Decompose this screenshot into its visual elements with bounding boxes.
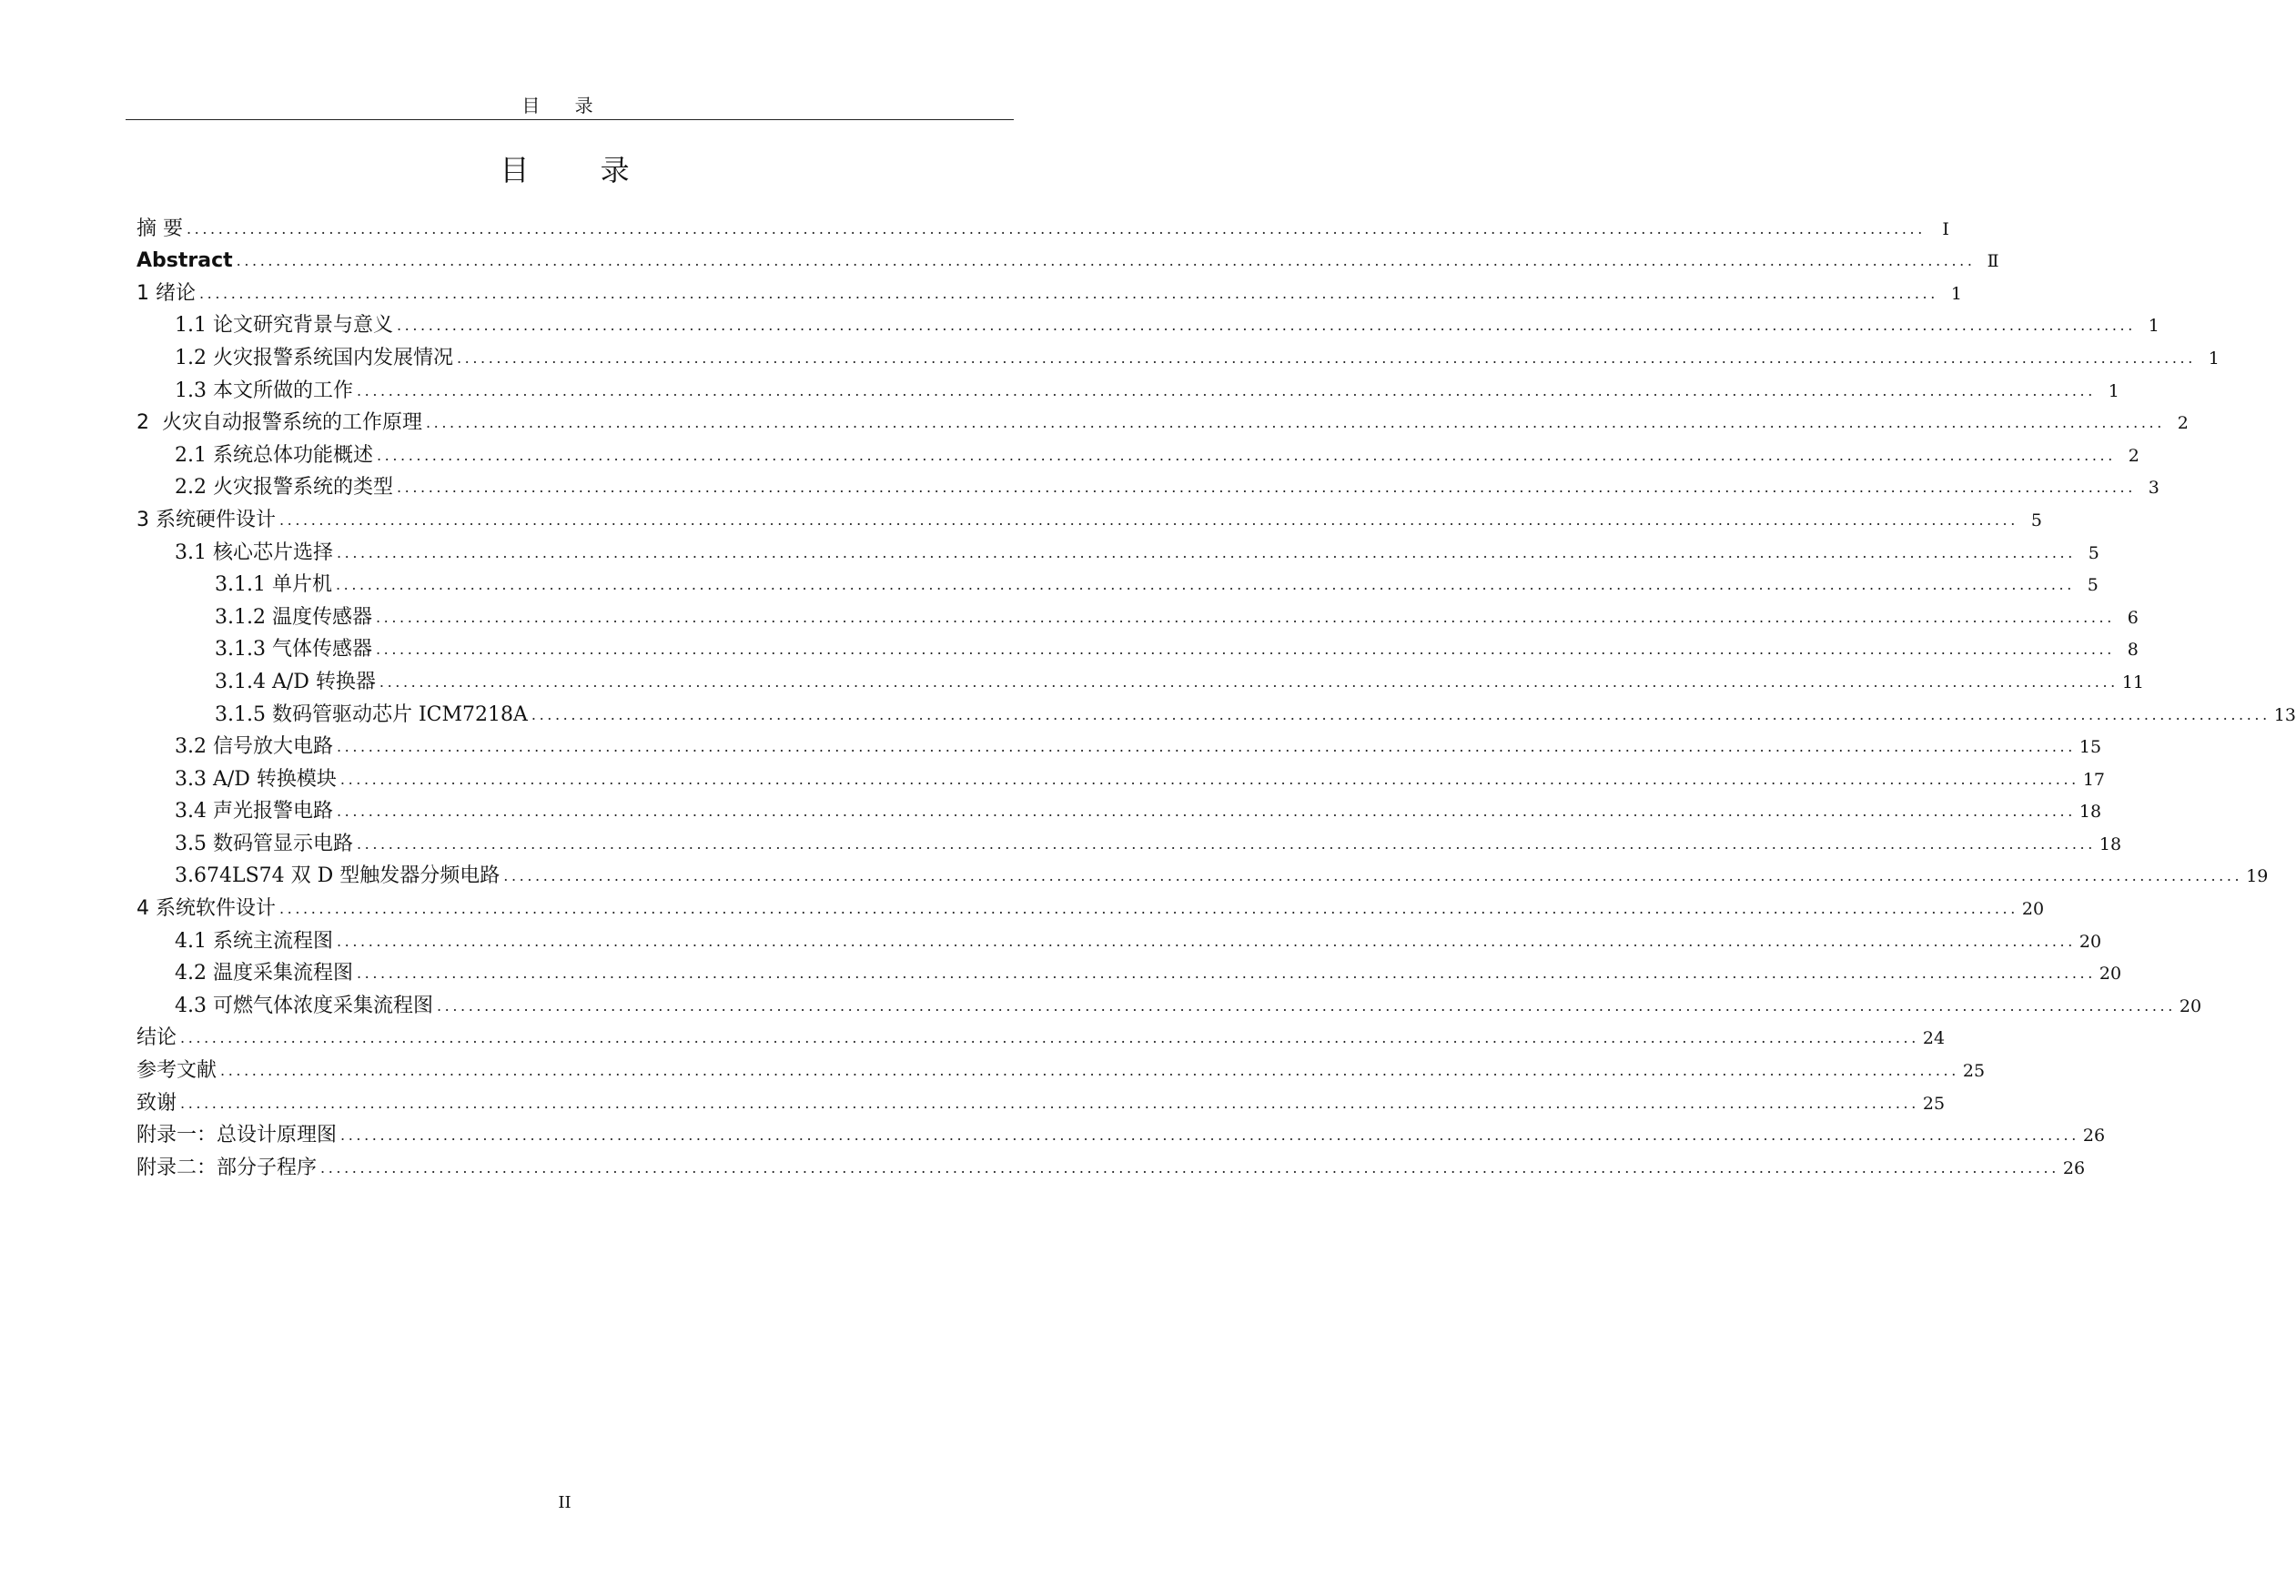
toc-leader-dots: ............................................................................................................................................................................................................................ xyxy=(456,348,2196,367)
toc-entry[interactable] xyxy=(137,469,2159,501)
toc-entry-page: 20 xyxy=(2179,995,2202,1016)
running-header: 目 录 xyxy=(521,95,608,116)
toc-leader-dots: ............................................................................................................................................................................................................................ xyxy=(279,510,2018,529)
toc-leader-dots: ............................................................................................................................................................................................................................ xyxy=(199,284,1938,302)
toc-entry[interactable] xyxy=(137,986,2202,1019)
toc-entry-label: 3.1.3 气体传感器 xyxy=(215,638,372,662)
toc-entry[interactable] xyxy=(137,533,2099,566)
toc-entry-label: 3.5 数码管显示电路 xyxy=(175,832,353,855)
toc-entry-label: 3.1.5 数码管驱动芯片 ICM7218A xyxy=(215,702,528,726)
table-of-contents xyxy=(137,209,2296,1181)
toc-entry[interactable] xyxy=(137,307,2159,339)
toc-leader-dots: ............................................................................................................................................................................................................................ xyxy=(503,867,2243,885)
toc-entry-page: 20 xyxy=(2021,899,2045,920)
toc-entry-page: 20 xyxy=(2099,964,2122,985)
toc-entry-page: 26 xyxy=(2062,1157,2086,1178)
toc-leader-dots: ............................................................................................................................................................................................................................ xyxy=(335,576,2075,594)
toc-leader-dots: ............................................................................................................................................................................................................................ xyxy=(180,1029,1919,1047)
toc-entry-page: 11 xyxy=(2121,672,2144,692)
header-rule xyxy=(126,119,1014,120)
toc-entry[interactable] xyxy=(137,695,2296,728)
toc-entry-page: 5 xyxy=(2030,510,2042,530)
toc-entry-page: 18 xyxy=(2099,833,2122,854)
toc-leader-dots: ............................................................................................................................................................................................................................ xyxy=(436,996,2176,1015)
toc-entry[interactable] xyxy=(137,728,2102,761)
toc-entry-page: 13 xyxy=(2273,704,2296,725)
toc-entry[interactable] xyxy=(137,889,2045,922)
toc-entry-page: 19 xyxy=(2246,866,2269,887)
toc-leader-dots: ............................................................................................................................................................................................................................ xyxy=(356,965,2096,983)
toc-entry-page: 3 xyxy=(2148,478,2159,499)
toc-entry-page: 26 xyxy=(2082,1126,2106,1146)
toc-entry-label: 3.3 A/D 转换模块 xyxy=(175,767,337,791)
toc-entry[interactable] xyxy=(137,1019,1946,1052)
toc-leader-dots: ............................................................................................................................................................................................................................ xyxy=(396,479,2136,497)
toc-leader-dots: ............................................................................................................................................................................................................................ xyxy=(180,1094,1919,1112)
toc-entry-label: 2 火灾自动报警系统的工作原理 xyxy=(137,411,422,435)
toc-leader-dots: ............................................................................................................................................................................................................................ xyxy=(220,1062,1959,1080)
toc-entry[interactable] xyxy=(137,274,1962,307)
toc-leader-dots: ............................................................................................................................................................................................................................ xyxy=(336,738,2076,756)
toc-leader-dots: ............................................................................................................................................................................................................................ xyxy=(187,219,1926,237)
toc-entry-page: 2 xyxy=(2128,445,2139,466)
toc-leader-dots: ............................................................................................................................................................................................................................ xyxy=(339,770,2079,788)
toc-entry-label: 摘 要 xyxy=(137,217,183,240)
toc-entry[interactable] xyxy=(137,404,2189,437)
toc-entry-page: 25 xyxy=(1922,1093,1946,1114)
toc-entry[interactable] xyxy=(137,500,2042,533)
toc-entry-page: Ⅱ xyxy=(1987,251,1999,272)
toc-leader-dots: ............................................................................................................................................................................................................................ xyxy=(356,834,2096,853)
toc-leader-dots: ............................................................................................................................................................................................................................ xyxy=(336,803,2076,821)
toc-leader-dots: ............................................................................................................................................................................................................................ xyxy=(356,381,2096,399)
toc-entry-label: 4.1 系统主流程图 xyxy=(175,929,333,953)
toc-entry-label: 结论 xyxy=(137,1026,177,1050)
toc-entry-label: 4.2 温度采集流程图 xyxy=(175,962,353,985)
toc-entry[interactable] xyxy=(137,1116,2106,1149)
toc-entry-label: 3.1.4 A/D 转换器 xyxy=(215,670,376,693)
toc-entry-label: 3.1.2 温度传感器 xyxy=(215,605,372,629)
toc-entry-page: 24 xyxy=(1922,1028,1946,1049)
toc-entry-label: 4 系统软件设计 xyxy=(137,897,276,921)
toc-entry[interactable] xyxy=(137,955,2122,987)
toc-entry-label: 参考文献 xyxy=(137,1059,217,1083)
toc-entry-page: 1 xyxy=(2208,348,2220,369)
toc-entry[interactable] xyxy=(137,1084,1946,1116)
toc-leader-dots: ............................................................................................................................................................................................................................ xyxy=(375,608,2115,626)
toc-entry-label: 1.2 火灾报警系统国内发展情况 xyxy=(175,346,453,369)
toc-entry-page: 5 xyxy=(2088,542,2099,563)
toc-entry-page: 8 xyxy=(2127,640,2139,661)
toc-leader-dots: ............................................................................................................................................................................................................................ xyxy=(336,543,2076,561)
toc-entry-page: 1 xyxy=(1950,283,1962,304)
toc-entry-page: 25 xyxy=(1962,1061,1986,1082)
toc-entry-page: Ⅰ xyxy=(1942,218,1949,239)
toc-leader-dots: ............................................................................................................................................................................................................................ xyxy=(425,414,2165,432)
toc-entry[interactable] xyxy=(137,1051,1986,1084)
toc-leader-dots: ............................................................................................................................................................................................................................ xyxy=(396,317,2136,335)
toc-entry-label: 1.3 本文所做的工作 xyxy=(175,379,353,402)
toc-leader-dots: ............................................................................................................................................................................................................................ xyxy=(320,1158,2059,1177)
toc-leader-dots: ............................................................................................................................................................................................................................ xyxy=(376,446,2116,464)
toc-entry[interactable] xyxy=(137,922,2102,955)
toc-entry-page: 18 xyxy=(2079,802,2102,823)
toc-entry-label: 2.1 系统总体功能概述 xyxy=(175,443,373,467)
toc-entry-label: 2.2 火灾报警系统的类型 xyxy=(175,476,393,500)
toc-leader-dots: ............................................................................................................................................................................................................................ xyxy=(375,641,2115,659)
toc-entry-label: 3.674LS74 双 D 型触发器分频电路 xyxy=(175,864,501,888)
toc-entry-label: 1 绪论 xyxy=(137,281,196,305)
toc-entry-label: 附录一：总设计原理图 xyxy=(137,1124,338,1147)
toc-entry[interactable] xyxy=(137,242,1999,275)
toc-entry[interactable] xyxy=(137,436,2139,469)
toc-leader-dots: ............................................................................................................................................................................................................................ xyxy=(236,252,1976,270)
toc-leader-dots: ............................................................................................................................................................................................................................ xyxy=(279,900,2018,918)
toc-entry-page: 20 xyxy=(2079,931,2102,952)
footer-page-number: II xyxy=(558,1493,571,1512)
toc-leader-dots: ............................................................................................................................................................................................................................ xyxy=(531,705,2271,723)
toc-entry-label: 3.1.1 单片机 xyxy=(215,573,332,597)
toc-entry-page: 15 xyxy=(2079,737,2102,758)
toc-entry[interactable] xyxy=(137,631,2139,663)
toc-entry-page: 6 xyxy=(2127,607,2139,628)
toc-leader-dots: ............................................................................................................................................................................................................................ xyxy=(340,1126,2079,1145)
toc-entry-page: 5 xyxy=(2087,575,2099,596)
toc-entry-label: 3.2 信号放大电路 xyxy=(175,735,333,759)
toc-entry[interactable] xyxy=(137,598,2139,631)
toc-entry[interactable] xyxy=(137,760,2106,793)
toc-entry-page: 1 xyxy=(2148,316,2159,337)
toc-entry-page: 2 xyxy=(2177,413,2189,434)
toc-entry-label: 3.4 声光报警电路 xyxy=(175,800,333,823)
toc-entry-label: 4.3 可燃气体浓度采集流程图 xyxy=(175,994,433,1017)
toc-entry[interactable] xyxy=(137,1148,2086,1181)
toc-entry[interactable] xyxy=(137,209,1949,242)
toc-entry[interactable] xyxy=(137,662,2144,695)
toc-leader-dots: ............................................................................................................................................................................................................................ xyxy=(379,672,2119,691)
toc-entry-label: 附录二：部分子程序 xyxy=(137,1156,318,1179)
toc-title: 目 录 xyxy=(500,153,661,187)
toc-entry-label: 1.1 论文研究背景与意义 xyxy=(175,314,393,338)
toc-entry-label: 3 系统硬件设计 xyxy=(137,508,276,531)
toc-entry[interactable] xyxy=(137,338,2220,371)
toc-entry-page: 17 xyxy=(2082,769,2106,790)
toc-entry-page: 1 xyxy=(2108,380,2119,401)
toc-leader-dots: ............................................................................................................................................................................................................................ xyxy=(336,932,2076,950)
toc-entry-label: Abstract xyxy=(137,249,233,273)
toc-entry[interactable] xyxy=(137,371,2119,404)
toc-entry-label: 3.1 核心芯片选择 xyxy=(175,540,333,564)
toc-entry[interactable] xyxy=(137,566,2099,599)
toc-entry-label: 致谢 xyxy=(137,1091,177,1115)
toc-entry[interactable] xyxy=(137,793,2102,825)
toc-entry[interactable] xyxy=(137,857,2269,890)
toc-entry[interactable] xyxy=(137,824,2122,857)
